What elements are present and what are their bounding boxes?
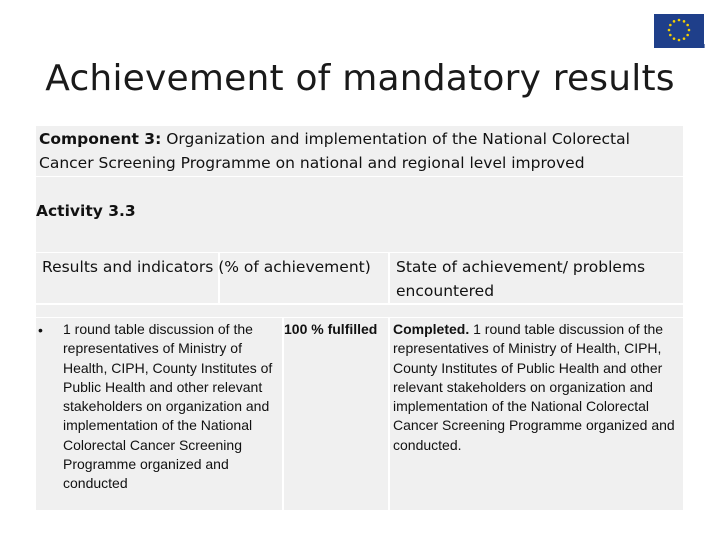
eu-star-icon [669, 24, 672, 27]
eu-star-icon [686, 34, 689, 37]
eu-caption-text [654, 44, 706, 48]
component-text [39, 127, 683, 175]
separator-row [36, 305, 683, 317]
eu-star-icon [683, 20, 686, 23]
component-label: Component 3: [39, 130, 162, 148]
table-cell-achievement [284, 318, 388, 510]
result-item-text: 1 round table discussion of the representatives of Ministry of Health, CIPH, County Institutes of Public Health and other relevant stakeholders on organization and implementation of the National Colorectal Cancer Screening Programme organized and conducted [63, 321, 273, 492]
component-cell [36, 126, 683, 176]
activity-cell [36, 177, 683, 252]
eu-star-icon [673, 20, 676, 23]
eu-star-icon [673, 37, 676, 40]
state-label: Completed. [393, 321, 470, 337]
eu-star-icon [668, 29, 671, 32]
eu-flag-icon [654, 14, 704, 48]
eu-star-icon [669, 34, 672, 37]
eu-star-icon [683, 37, 686, 40]
eu-star-icon [678, 19, 681, 22]
eu-star-icon [686, 24, 689, 27]
header-results-label: Results and indicators (% of achievement) [42, 258, 371, 276]
page-title: Achievement of mandatory results [45, 58, 675, 99]
eu-star-icon [688, 29, 691, 32]
achievement-value: 100 % fulfilled [284, 321, 378, 337]
header-state-label: State of achievement/ problems encountered [396, 258, 646, 300]
bullet-icon: • [38, 322, 43, 338]
eu-star-icon [678, 39, 681, 42]
state-text [393, 320, 683, 455]
component-description: Organization and implementation of the National Colorectal Cancer Screening Programme on national and regional level improved [39, 130, 630, 172]
activity-label: Activity 3.3 [36, 202, 136, 220]
state-description: 1 round table discussion of the representatives of Ministry of Health, CIPH, County Institutes of Public Health and other relevant stakeholders on organization and implementation of the National Colorectal Cancer Screening Programme organized and conducted. [393, 321, 675, 453]
